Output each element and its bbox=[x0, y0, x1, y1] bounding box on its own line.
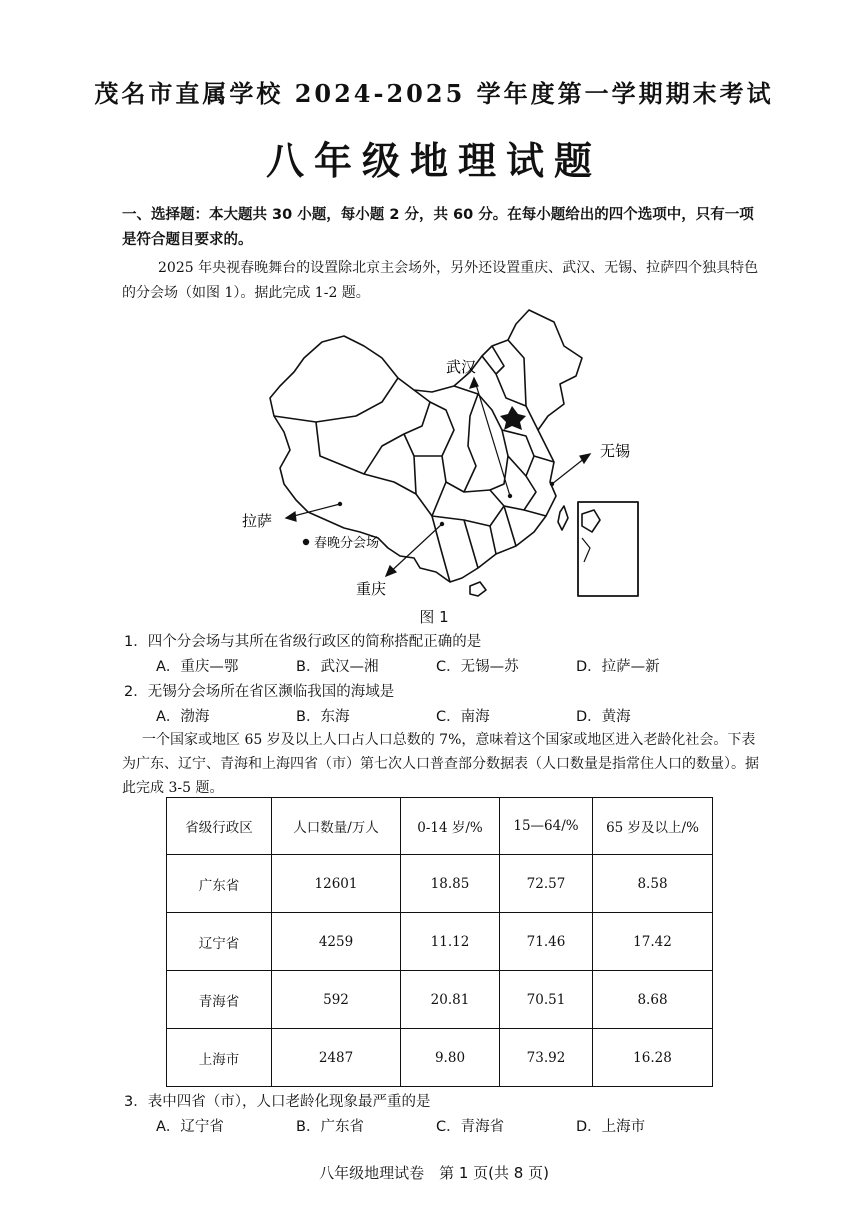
table-cell: 20.81 bbox=[401, 971, 500, 1029]
q2-option-a[interactable]: A．渤海 bbox=[156, 709, 210, 725]
table-cell: 8.68 bbox=[593, 971, 713, 1029]
table-header-cell: 65 岁及以上/% bbox=[593, 798, 713, 855]
question-3-stem: 3．表中四省（市），人口老龄化现象最严重的是 bbox=[124, 1094, 431, 1110]
table-cell: 71.46 bbox=[500, 913, 593, 971]
table-cell: 2487 bbox=[272, 1029, 401, 1087]
exam-school-line: 茂名市直属学校 2024-2025 学年度第一学期期末考试 bbox=[94, 79, 774, 108]
table-cell: 70.51 bbox=[500, 971, 593, 1029]
q1-option-a[interactable]: A．重庆—鄂 bbox=[156, 659, 239, 675]
table-cell: 72.57 bbox=[500, 855, 593, 913]
q1-option-b[interactable]: B．武汉—湘 bbox=[296, 659, 379, 675]
table-row bbox=[167, 913, 713, 971]
table-cell: 8.58 bbox=[593, 855, 713, 913]
question-1-stem: 1．四个分会场与其所在省级行政区的简称搭配正确的是 bbox=[124, 634, 482, 650]
table-cell: 4259 bbox=[272, 913, 401, 971]
table-cell: 广东省 bbox=[167, 855, 272, 913]
table-row bbox=[167, 1029, 713, 1087]
table-cell: 592 bbox=[272, 971, 401, 1029]
table-cell: 上海市 bbox=[167, 1029, 272, 1087]
table-cell: 辽宁省 bbox=[167, 913, 272, 971]
intro-q3-5: 一个国家或地区 65 岁及以上人口占人口总数的 7%，意味着这个国家或地区进入老龄化社会。下表为广东、辽宁、青海和上海四省（市）第七次人口普查部分数据表（人口数量是指常住人口的数量）。据此完成 3-5 题。 bbox=[122, 732, 759, 796]
q3-option-b[interactable]: B．广东省 bbox=[296, 1119, 364, 1135]
census-data-table bbox=[166, 797, 713, 1087]
q3-option-d[interactable]: D．上海市 bbox=[576, 1119, 646, 1135]
legend-label: 春晚分会场 bbox=[314, 536, 380, 551]
q2-option-d[interactable]: D．黄海 bbox=[576, 709, 631, 725]
label-wuhan: 武汉 bbox=[446, 358, 477, 376]
q1-option-d[interactable]: D．拉萨—新 bbox=[576, 659, 660, 675]
table-header-cell: 人口数量/万人 bbox=[272, 798, 401, 855]
intro-q1-2: 2025 年央视春晚舞台的设置除北京主会场外，另外还设置重庆、武汉、无锡、拉萨四个独具特色的分会场（如图 1）。据此完成 1-2 题。 bbox=[122, 260, 759, 301]
south-china-sea-inset bbox=[578, 502, 638, 596]
page-footer: 八年级地理试卷 第 1 页(共 8 页) bbox=[319, 1164, 549, 1182]
q2-option-c[interactable]: C．南海 bbox=[436, 709, 490, 725]
label-lhasa: 拉萨 bbox=[242, 512, 273, 530]
question-2-stem: 2．无锡分会场所在省区濒临我国的海域是 bbox=[124, 684, 395, 700]
q1-option-c[interactable]: C．无锡—苏 bbox=[436, 659, 519, 675]
table-header-row bbox=[167, 798, 713, 855]
legend-dot bbox=[303, 539, 309, 545]
table-cell: 18.85 bbox=[401, 855, 500, 913]
table-cell: 青海省 bbox=[167, 971, 272, 1029]
section-instruction: 一、选择题：本大题共 30 小题，每小题 2 分，共 60 分。在每小题给出的四个选项中，只有一项是符合题目要求的。 bbox=[122, 207, 754, 248]
page-title: 八年级地理试题 bbox=[265, 138, 602, 183]
table-cell: 73.92 bbox=[500, 1029, 593, 1087]
hainan-island bbox=[470, 582, 486, 596]
figure-caption: 图 1 bbox=[419, 608, 449, 626]
table-cell: 11.12 bbox=[401, 913, 500, 971]
table-row bbox=[167, 855, 713, 913]
table-cell: 12601 bbox=[272, 855, 401, 913]
taiwan-island bbox=[558, 506, 568, 530]
table-cell: 16.28 bbox=[593, 1029, 713, 1087]
q2-option-b[interactable]: B．东海 bbox=[296, 709, 350, 725]
china-map-figure bbox=[242, 306, 654, 602]
label-chongqing: 重庆 bbox=[356, 580, 387, 598]
table-header-cell: 省级行政区 bbox=[167, 798, 272, 855]
table-row bbox=[167, 971, 713, 1029]
q3-option-c[interactable]: C．青海省 bbox=[436, 1119, 505, 1135]
label-wuxi: 无锡 bbox=[600, 442, 631, 460]
question-1-options bbox=[156, 655, 716, 676]
table-cell: 17.42 bbox=[593, 913, 713, 971]
question-2-options bbox=[156, 705, 716, 726]
table-header-cell: 15—64/% bbox=[500, 798, 593, 855]
question-3-options bbox=[156, 1115, 716, 1136]
table-header-cell: 0-14 岁/% bbox=[401, 798, 500, 855]
beijing-main-venue-icon bbox=[500, 406, 526, 430]
q3-option-a[interactable]: A．辽宁省 bbox=[156, 1119, 224, 1135]
table-cell: 9.80 bbox=[401, 1029, 500, 1087]
